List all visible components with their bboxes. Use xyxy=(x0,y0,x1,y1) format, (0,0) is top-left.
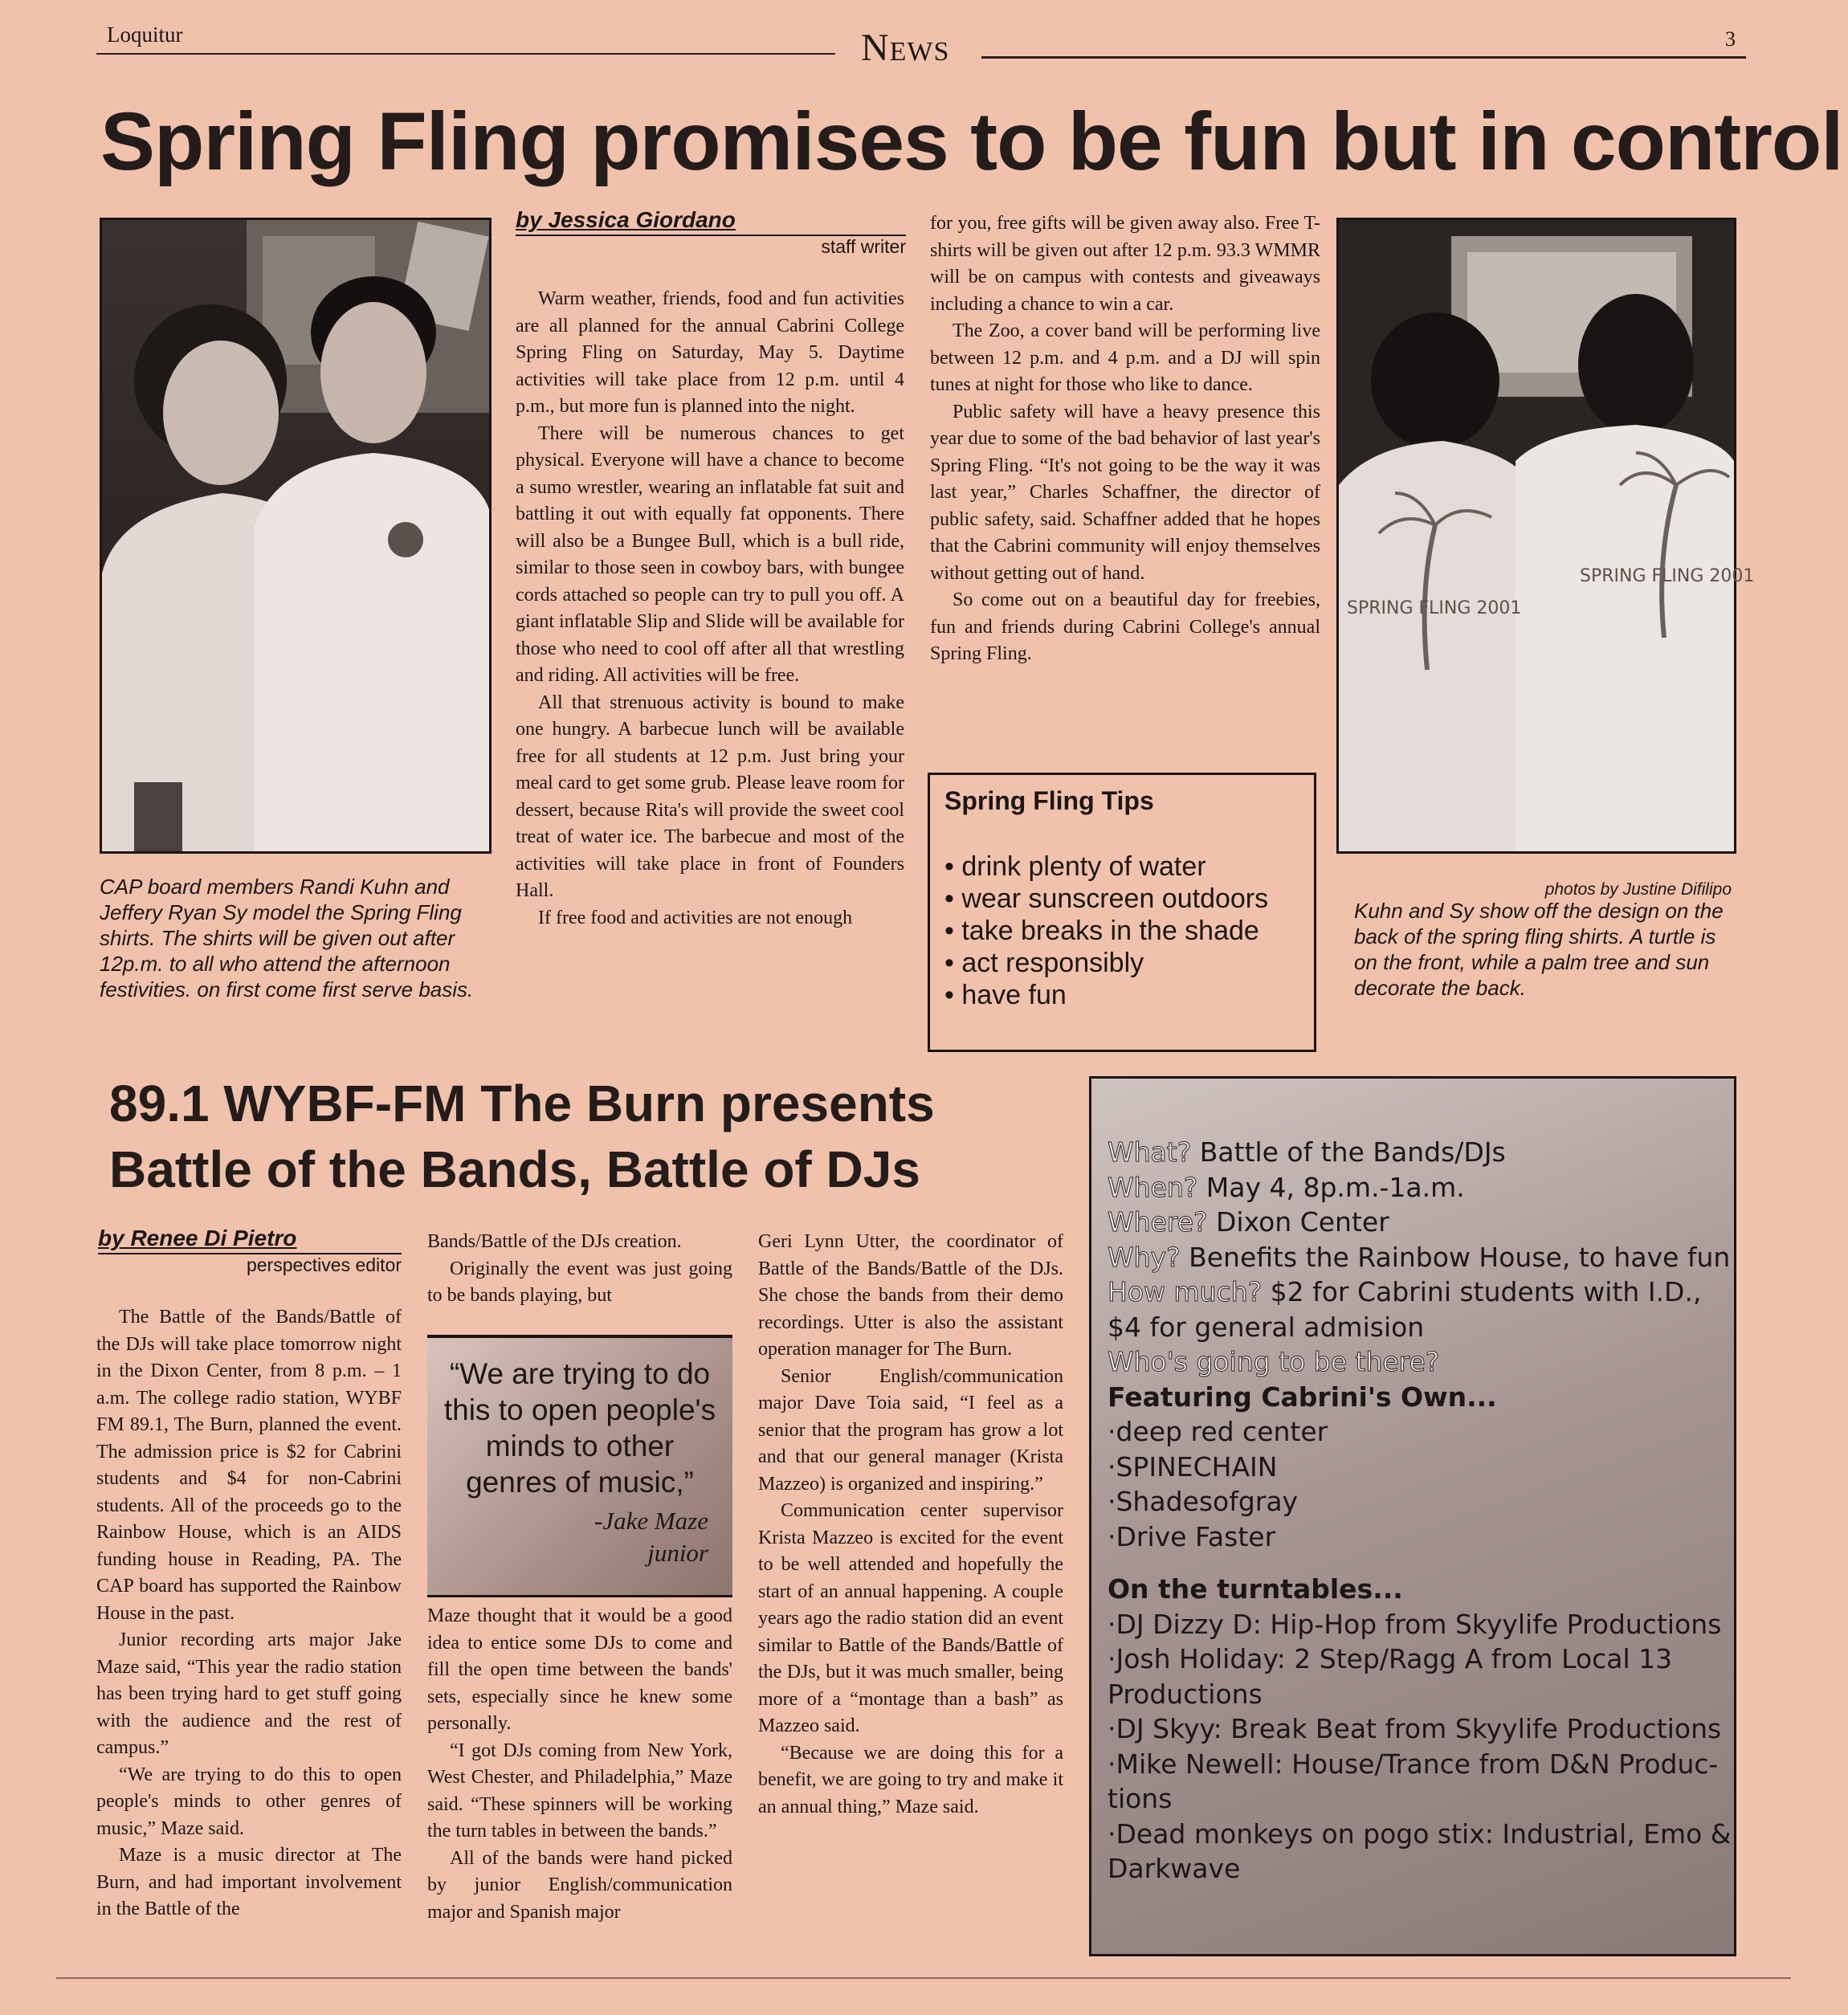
story2-column-2-bottom xyxy=(427,1603,732,1926)
paragraph: “Because we are doing this for a benefit, we are going to try and make it an annual thing,” Maze said. xyxy=(758,1742,1063,1817)
info-where xyxy=(1108,1205,1732,1240)
story2-byline-block xyxy=(98,1226,402,1276)
paragraph: Junior recording arts major Jake Maze said, “This year the radio station has been trying hard to get stuff going with the audience and the rest of campus.” xyxy=(96,1630,402,1758)
info-who-label: Who's going to be there? xyxy=(1108,1346,1440,1377)
story2-column-1 xyxy=(96,1304,402,1923)
event-info-content xyxy=(1108,1135,1732,1887)
info-value: Benefits the Rainbow House, to have fun xyxy=(1180,1241,1731,1273)
header-rule-right xyxy=(981,56,1746,59)
story2-headline-line2: Battle of the Bands, Battle of DJs xyxy=(109,1140,920,1198)
dj-item: ·Josh Holiday: 2 Step/Ragg A from Local 13 xyxy=(1108,1643,1673,1674)
paragraph: So come out on a beautiful day for freebies, fun and friends during Cabrini College's annual Spring Fling. xyxy=(930,589,1320,664)
band-item: ·Shadesofgray xyxy=(1108,1486,1299,1517)
tip-item: • wear sunscreen outdoors xyxy=(944,883,1269,914)
photo-left-caption: CAP board members Randi Kuhn and Jeffery Ryan Sy model the Spring Fling shirts. The shirts will be given out after 12p.m. to all who attend the afternoon festivities. on first come first serve basis. xyxy=(100,875,474,1001)
paragraph: The Battle of the Bands/Battle of the DJs will take place tomorrow night in the Dixon Center, from 8 p.m. – 1 a.m. The college radio station, WYBF FM 89.1, The Burn, planned the event. The admission price is $2 for Cabrini students and $4 for non-Cabrini students. All of the proceeds go to the Rainbow House, which is an AIDS funding house in Reading, PA. The CAP board has supported the Rainbow House in the past. xyxy=(96,1307,402,1624)
paragraph: There will be numerous chances to get physical. Everyone will have a chance to become a sumo wrestler, wearing an inflatable fat suit and battling it out with equally fat opponents. There will also be a Bungee Bull, which is a bull ride, similar to those seen in cowboy bars, with bungee cords attached so people can try to pull you off. A giant inflatable Slip and Slide will be available for those who need to cool off after all that wrestling and riding. All activities will be free. xyxy=(516,422,904,686)
dj-item: ·DJ Skyy: Break Beat from Skyylife Productions xyxy=(1108,1713,1722,1744)
story1-headline: Spring Fling promises to be fun but in control xyxy=(100,96,1843,187)
tips-list xyxy=(944,850,1268,1011)
info-label: When? xyxy=(1108,1171,1198,1203)
paragraph: “I got DJs coming from New York, West Chester, and Philadelphia,” Maze said. “These spinners will be working the turn tables in between the bands.” xyxy=(427,1740,732,1842)
paper-name: Loquitur xyxy=(107,22,183,47)
pull-quote-title: junior xyxy=(647,1539,708,1567)
pull-quote xyxy=(427,1335,732,1597)
pull-quote-text: “We are trying to do this to open people's minds to other genres of music,” xyxy=(443,1357,716,1499)
paragraph: If free food and activities are not enough xyxy=(538,907,853,928)
paragraph: Communication center supervisor Krista Mazzeo is excited for the event to be well attended and hopefully the start of an annual happening. A couple years ago the radio station did an event similar to Battle of the Bands/Battle of the DJs, but it was much smaller, being more of a “montage than a bash” as Mazzeo said. xyxy=(758,1500,1063,1736)
paragraph: The Zoo, a cover band will be performing live between 12 p.m. and 4 p.m. and a DJ will spin tunes at night for those who like to dance. xyxy=(930,320,1320,395)
story1-byline-block xyxy=(516,207,906,258)
paragraph: Warm weather, friends, food and fun activities are all planned for the annual Cabrini College Spring Fling on Saturday, May 5. Daytime activities will take place from 12 p.m. until 4 p.m., but more fun is planned into the night. xyxy=(516,288,904,417)
paragraph: Senior English/communication major Dave Toia said, “I feel as a senior that the program has grow a lot and that our general manager (Krista Mazzeo) is organized and inspiring.” xyxy=(758,1365,1063,1495)
story1-column-2 xyxy=(930,210,1320,668)
story2-headline xyxy=(109,1071,1073,1202)
paragraph: All that strenuous activity is bound to make one hungry. A barbecue lunch will be available free for all students at 12 p.m. Just bring your meal card to get some grub. Please leave room for dessert, because Rita's will provide the sweet cool treat of water ice. The barbecue and most of the activities will take place in front of Founders Hall. xyxy=(516,691,904,901)
section-title: News xyxy=(861,27,950,69)
paragraph: Public safety will have a heavy presence this year due to some of the bad behavior of last year's Spring Fling. “It's not going to be the way it was last year,” Charles Schaffner, the director of public safety, said. Schaffner added that he hopes that the Cabrini community will enjoy themselves without getting out of hand. xyxy=(930,401,1320,584)
story1-role: staff writer xyxy=(821,236,906,257)
info-when xyxy=(1108,1170,1732,1205)
band-item: ·SPINECHAIN xyxy=(1108,1450,1278,1483)
featuring-heading: Featuring Cabrini's Own... xyxy=(1108,1381,1497,1413)
story2-byline: by Renee Di Pietro xyxy=(98,1226,297,1250)
dj-item: ·DJ Dizzy D: Hip-Hop from Skyylife Productions xyxy=(1108,1608,1722,1640)
paragraph: All of the bands were hand picked by junior English/communication major and Spanish major xyxy=(427,1847,732,1923)
info-label: What? xyxy=(1108,1136,1192,1168)
info-howmuch xyxy=(1108,1275,1732,1310)
story1-byline: by Jessica Giordano xyxy=(516,207,736,232)
tip-item: • act responsibly xyxy=(944,948,1144,978)
paragraph: Originally the event was just going to be bands playing, but xyxy=(427,1258,732,1306)
turntables-heading: On the turntables... xyxy=(1108,1573,1403,1605)
info-value: May 4, 8p.m.-1a.m. xyxy=(1197,1171,1465,1203)
dj-item: Productions xyxy=(1108,1678,1263,1710)
event-info-box xyxy=(1089,1076,1736,1956)
paragraph: “We are trying to do this to open people's minds to other genres of music,” Maze said. xyxy=(96,1764,402,1839)
paragraph: for you, free gifts will be given away also. Free T-shirts will be given out after 12 p.m. 93.3 WMMR will be on campus with contests and giveaways including a chance to win a car. xyxy=(930,213,1320,315)
tip-item: • take breaks in the shade xyxy=(944,916,1259,946)
info-value: $2 for Cabrini students with I.D., xyxy=(1262,1276,1702,1307)
info-what xyxy=(1108,1135,1732,1170)
info-value: Dixon Center xyxy=(1207,1206,1389,1238)
story2-role: perspectives editor xyxy=(246,1254,402,1275)
page-number: 3 xyxy=(1725,27,1736,51)
info-why xyxy=(1108,1240,1732,1275)
info-label: How much? xyxy=(1108,1276,1263,1307)
band-item: ·Drive Faster xyxy=(1108,1520,1276,1552)
info-howmuch-2: $4 for general admision xyxy=(1108,1311,1425,1343)
bottom-rule xyxy=(56,1977,1791,1979)
shirt-print-left: SPRING FLING 2001 xyxy=(1347,598,1522,618)
header-rule-left xyxy=(96,53,835,55)
shirt-print-right: SPRING FLING 2001 xyxy=(1580,566,1755,586)
dj-item: Darkwave xyxy=(1108,1853,1241,1884)
tips-title: Spring Fling Tips xyxy=(944,786,1154,815)
story2-column-3 xyxy=(758,1229,1063,1821)
photo-left xyxy=(100,218,492,854)
story2-column-2-top xyxy=(427,1229,732,1310)
dj-item: tions xyxy=(1108,1783,1173,1814)
story1-column-1 xyxy=(516,286,904,932)
dj-item: ·Dead monkeys on pogo stix: Industrial, Emo & xyxy=(1108,1817,1732,1850)
info-label: Where? xyxy=(1108,1206,1208,1238)
story2-headline-line1: 89.1 WYBF-FM The Burn presents xyxy=(109,1075,935,1132)
paragraph: Bands/Battle of the DJs creation. xyxy=(427,1231,682,1252)
paragraph: Maze is a music director at The Burn, and had important involvement in the Battle of the xyxy=(96,1845,402,1919)
band-item: ·deep red center xyxy=(1108,1416,1328,1447)
photo-right xyxy=(1336,218,1755,854)
info-label: Why? xyxy=(1108,1241,1181,1273)
dj-item: ·Mike Newell: House/Trance from D&N Produc- xyxy=(1108,1748,1719,1780)
info-value: Battle of the Bands/DJs xyxy=(1191,1136,1506,1168)
paragraph: Maze thought that it would be a good idea to entice some DJs to come and fill the open time between the bands' sets, especially since he knew some personally. xyxy=(427,1605,732,1734)
pull-quote-name: -Jake Maze xyxy=(594,1507,708,1535)
photo-right-caption: Kuhn and Sy show off the design on the back of the spring fling shirts. A turtle is on the front, while a palm tree and sun decorate the back. xyxy=(1354,899,1724,1000)
tip-item: • drink plenty of water xyxy=(944,851,1206,882)
paragraph: Geri Lynn Utter, the coordinator of Battle of the Bands/Battle of the DJs. She chose the bands from their demo recordings. Utter is also the assistant operation manager for The Burn. xyxy=(758,1231,1063,1360)
tips-box xyxy=(928,773,1316,1052)
tip-item: • have fun xyxy=(944,980,1067,1010)
photo-credit: photos by Justine Difilipo xyxy=(1544,880,1732,899)
